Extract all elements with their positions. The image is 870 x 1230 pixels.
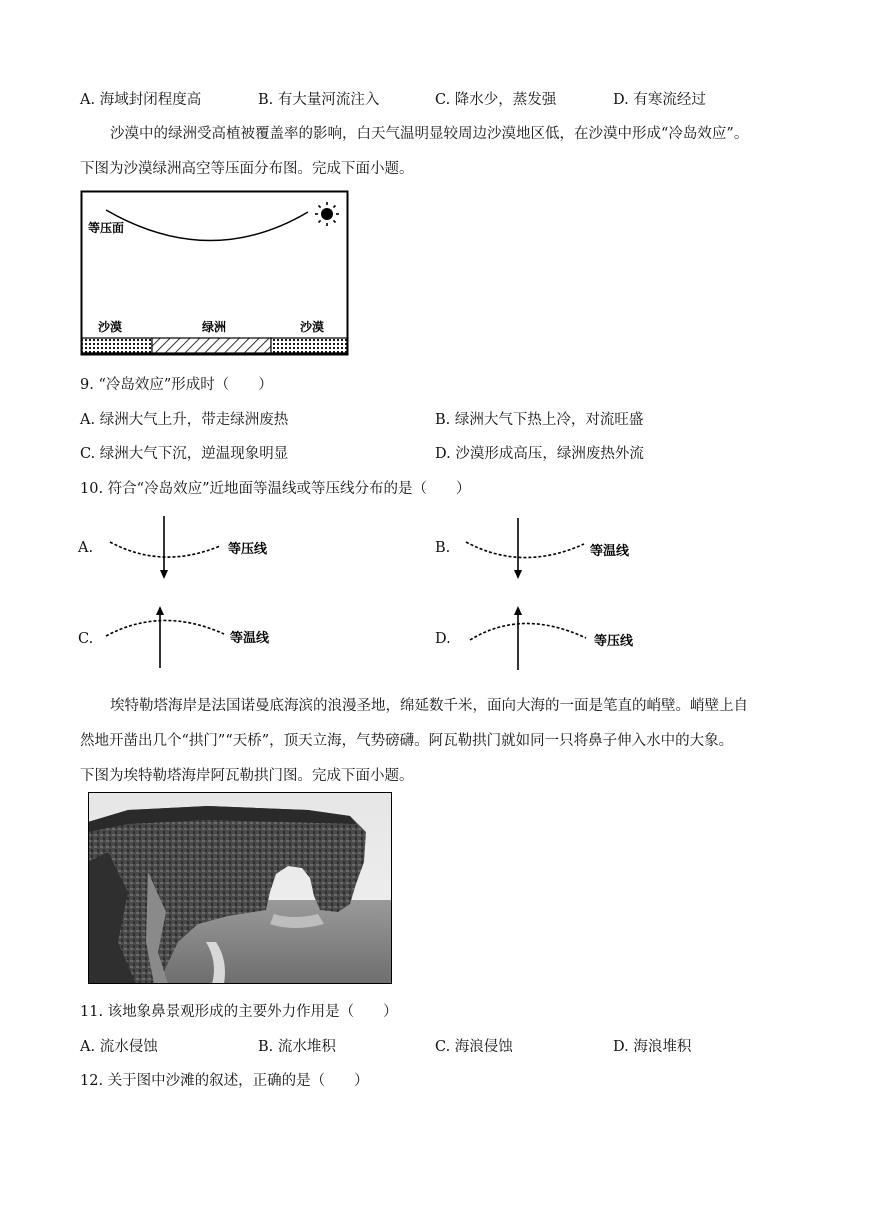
q8-option-c[interactable]: C. 降水少，蒸发强	[435, 92, 557, 108]
oasis-strip	[152, 338, 271, 353]
q10-d-label: 等压线	[594, 634, 634, 649]
q10-option-b-letter[interactable]: B.	[435, 540, 451, 556]
q11-option-d[interactable]: D. 海浪堆积	[613, 1039, 692, 1055]
figure-isobaric-svg	[80, 190, 350, 358]
q10-c-label: 等温线	[230, 631, 270, 646]
right-desert-strip	[271, 338, 347, 353]
q9-option-b[interactable]: B. 绿洲大气下热上冷，对流旺盛	[435, 412, 644, 428]
q10-option-a-letter[interactable]: A.	[78, 540, 94, 556]
q8-option-b[interactable]: B. 有大量河流注入	[258, 92, 380, 108]
q10-b-label: 等温线	[590, 544, 630, 559]
q9-stem: 9. “冷岛效应”形成时（ ）	[80, 377, 273, 393]
isobar-label: 等压面	[88, 221, 125, 235]
q8-options	[80, 88, 820, 110]
passage2-line3: 下图为埃特勒塔海岸阿瓦勒拱门图。完成下面小题。	[80, 768, 414, 784]
oasis-label: 绿洲	[202, 320, 227, 334]
figure-sea-arch-photo	[88, 792, 392, 984]
q10-option-a-figure[interactable]	[100, 512, 320, 584]
q12-stem: 12. 关于图中沙滩的叙述，正确的是（ ）	[80, 1073, 369, 1089]
q9-option-c[interactable]: C. 绿洲大气下沉，逆温现象明显	[80, 446, 289, 462]
q10-option-d-figure[interactable]	[460, 602, 680, 674]
q9-option-d[interactable]: D. 沙漠形成高压，绿洲废热外流	[435, 446, 644, 462]
figure-isobaric-surface	[80, 190, 350, 358]
q11-option-a[interactable]: A. 流水侵蚀	[80, 1039, 158, 1055]
q10-option-d-letter[interactable]: D.	[435, 631, 451, 647]
q11-option-c[interactable]: C. 海浪侵蚀	[435, 1039, 513, 1055]
q8-option-a[interactable]: A. 海域封闭程度高	[80, 92, 202, 108]
q9-option-a[interactable]: A. 绿洲大气上升，带走绿洲废热	[80, 412, 289, 428]
passage2-line1: 埃特勒塔海岸是法国诺曼底海滨的浪漫圣地，绵延数千米，面向大海的一面是笔直的峭壁。峭壁上自	[110, 698, 748, 714]
q11-option-b[interactable]: B. 流水堆积	[258, 1039, 336, 1055]
left-desert-label: 沙漠	[98, 320, 123, 334]
passage1-line1: 沙漠中的绿洲受高植被覆盖率的影响，白天气温明显较周边沙漠地区低，在沙漠中形成“冷岛效应”。	[110, 126, 749, 142]
q10-stem: 10. 符合“冷岛效应”近地面等温线或等压线分布的是（ ）	[80, 481, 471, 497]
q11-options	[80, 1035, 820, 1057]
q8-option-d[interactable]: D. 有寒流经过	[613, 92, 706, 108]
right-desert-label: 沙漠	[300, 320, 325, 334]
q11-stem: 11. 该地象鼻景观形成的主要外力作用是（ ）	[80, 1004, 398, 1020]
q10-option-b-figure[interactable]	[460, 516, 680, 588]
q10-a-label: 等压线	[228, 542, 268, 557]
passage1-line2: 下图为沙漠绿洲高空等压面分布图。完成下面小题。	[80, 161, 414, 177]
q10-option-c-letter[interactable]: C.	[78, 631, 94, 647]
left-desert-strip	[82, 338, 152, 353]
q10-option-c-figure[interactable]	[100, 602, 320, 674]
passage2-line2: 然地开凿出几个“拱门”“天桥”，顶天立海，气势磅礴。阿瓦勒拱门就如同一只将鼻子伸入水中的大象。	[80, 733, 734, 749]
